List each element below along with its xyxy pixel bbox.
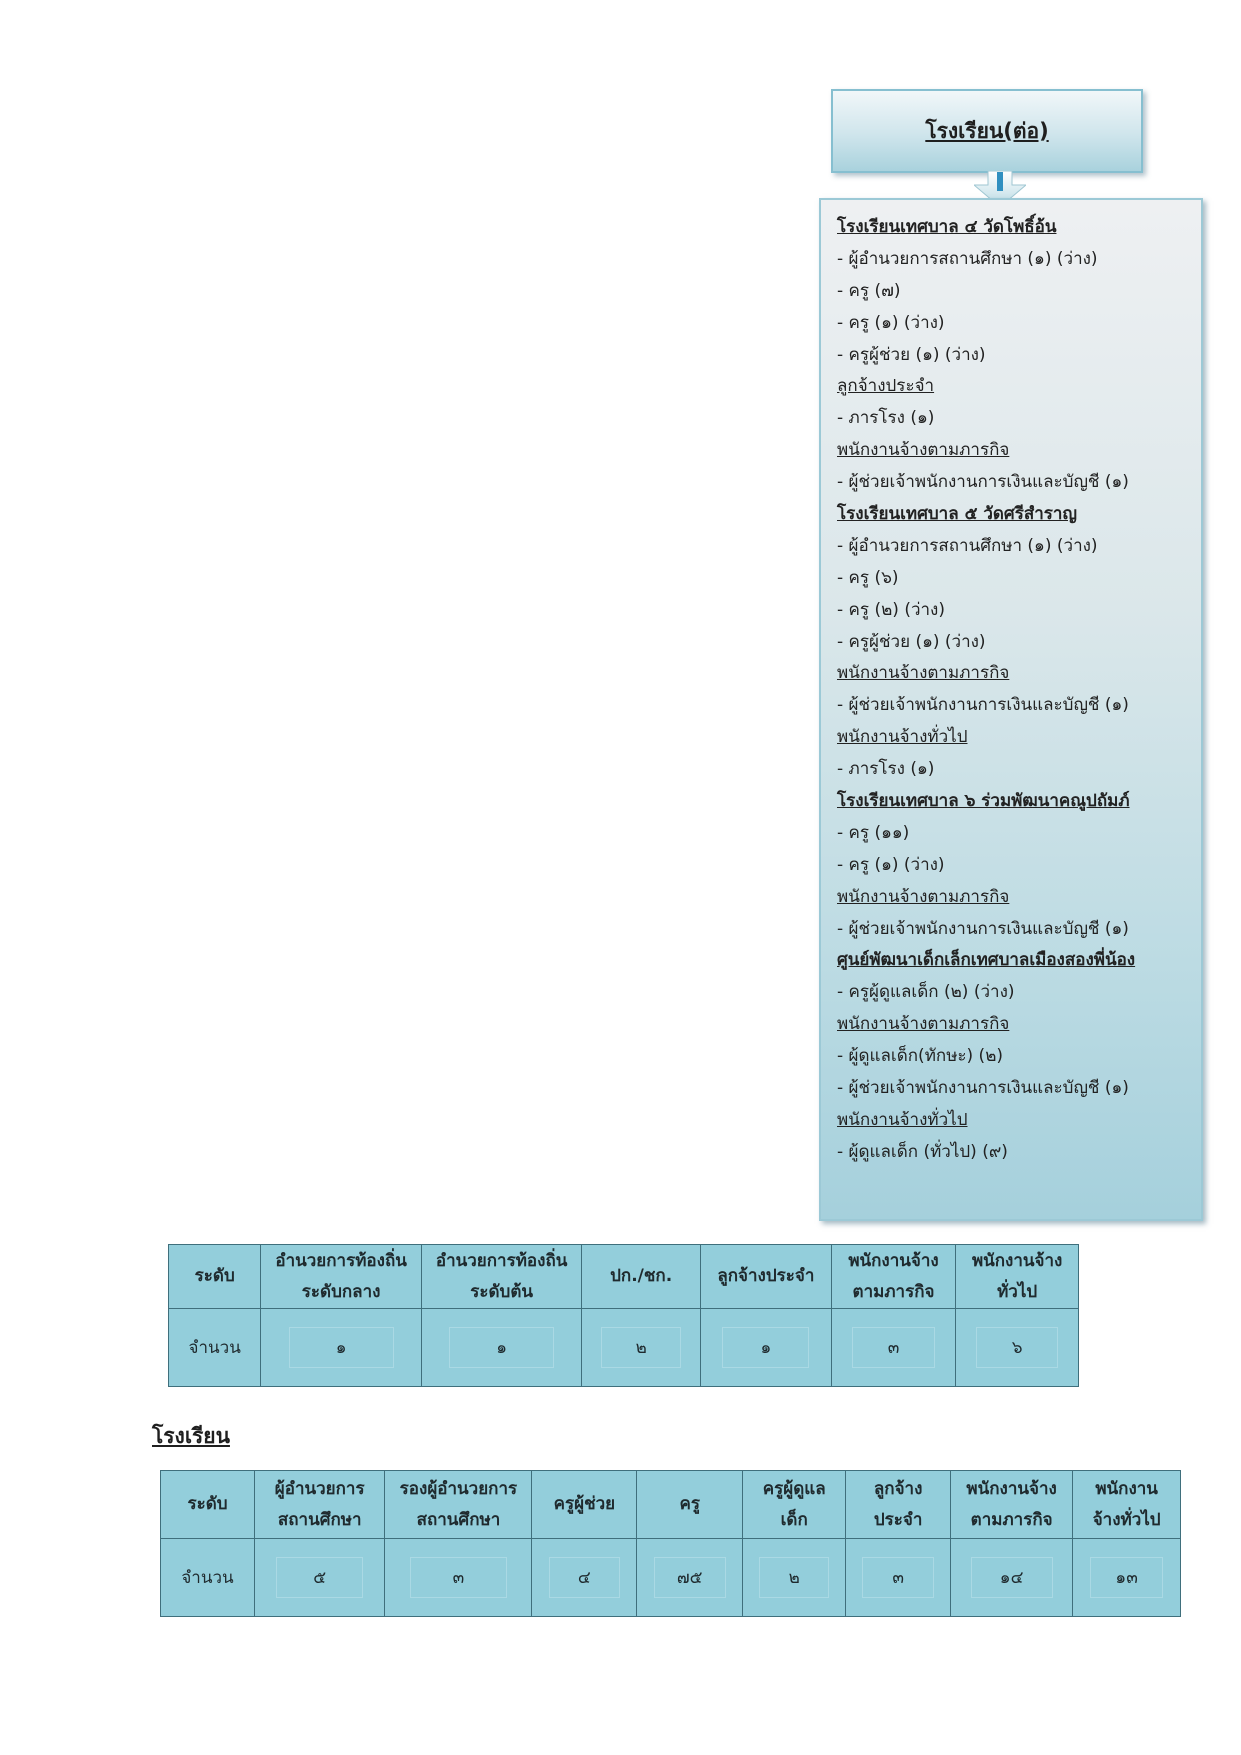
count-value: ๑๓ [1090,1557,1163,1598]
count-value: ๑ [289,1327,394,1368]
count-label: จำนวน [169,1309,261,1387]
position-item: - ครูผู้ดูแลเด็ก (๒) (ว่าง) [837,982,1015,1003]
count-value: ๑ [722,1327,809,1368]
column-header-line: ระดับต้น [470,1281,533,1302]
count-value: ๓ [862,1557,933,1598]
staff-category: พนักงานจ้างตามภารกิจ [837,440,1010,461]
column-header [254,1471,384,1539]
count-cell [261,1309,422,1387]
position-item: - ภารโรง (๑) [837,408,935,429]
section-title: โรงเรียน [152,1424,230,1448]
position-item: - ครู (๑๑) [837,822,910,843]
staff-category: พนักงานจ้างตามภารกิจ [837,663,1010,684]
column-header [846,1471,951,1539]
column-header-line: ลูกจ้างประจำ [717,1266,815,1286]
column-header [950,1471,1072,1539]
position-item: - ผู้อำนวยการสถานศึกษา (๑) (ว่าง) [837,535,1098,556]
count-cell [254,1539,384,1617]
count-value: ๓ [410,1557,507,1598]
position-item: - ครู (๑) (ว่าง) [837,312,945,333]
column-header-line: ทั่วไป [997,1281,1038,1302]
column-header [637,1471,743,1539]
count-cell [637,1539,743,1617]
staff-category: พนักงานจ้างทั่วไป [837,727,968,748]
column-header-line: ประจำ [873,1509,923,1530]
column-header [385,1471,532,1539]
column-header [421,1245,582,1309]
count-value: ๑๔ [971,1557,1053,1598]
column-header [956,1245,1079,1309]
position-item: - ครู (๖) [837,567,899,588]
position-item: - ผู้ช่วยเจ้าพนักงานการเงินและบัญชี (๑) [837,918,1129,939]
count-cell [846,1539,951,1617]
column-header-line: รองผู้อำนวยการ [399,1478,518,1499]
column-header-line: ผู้อำนวยการ [274,1478,365,1499]
column-header-line: จ้างทั่วไป [1092,1509,1161,1530]
table-row [161,1539,1181,1617]
count-cell [385,1539,532,1617]
count-cell [950,1539,1072,1617]
column-header-line: ครู [679,1494,700,1514]
column-header [831,1245,956,1309]
school-heading: โรงเรียนเทศบาล ๕ วัดศรีสำราญ [837,504,1077,525]
position-item: - ผู้อำนวยการสถานศึกษา (๑) (ว่าง) [837,248,1098,269]
table-header-row [161,1471,1181,1539]
column-header-line: อำนวยการท้องถิ่น [275,1250,407,1271]
count-value: ๒ [601,1327,681,1368]
column-header-line: ลูกจ้าง [873,1478,923,1499]
column-header [700,1245,831,1309]
count-cell [743,1539,846,1617]
count-label: จำนวน [161,1539,255,1617]
table-row [169,1309,1079,1387]
count-cell [956,1309,1079,1387]
position-item: - ครู (๑) (ว่าง) [837,854,945,875]
count-value: ๒ [759,1557,830,1598]
org-structure-box [819,198,1203,1221]
position-item: - ภารโรง (๑) [837,759,935,780]
column-header-line: เด็ก [780,1509,808,1530]
count-cell [582,1309,701,1387]
position-item: - ครู (๒) (ว่าง) [837,599,945,620]
school-heading: โรงเรียนเทศบาล ๔ วัดโพธิ์อ้น [837,217,1057,237]
column-header-line: ปก./ชก. [610,1266,673,1286]
school-staff-table [160,1470,1181,1617]
column-header-line: อำนวยการท้องถิ่น [435,1250,568,1271]
column-header [261,1245,422,1309]
position-item: - ผู้ดูแลเด็ก (ทั่วไป) (๙) [837,1141,1008,1162]
level-header: ระดับ [161,1471,255,1539]
column-header-line: ตามภารกิจ [852,1281,935,1302]
count-cell [532,1539,637,1617]
count-value: ๗๕ [654,1557,726,1598]
school-heading: ศูนย์พัฒนาเด็กเล็กเทศบาลเมืองสองพี่น้อง [837,950,1136,971]
column-header [1073,1471,1181,1539]
count-cell [421,1309,582,1387]
position-item: - ผู้ช่วยเจ้าพนักงานการเงินและบัญชี (๑) [837,1078,1129,1099]
staff-category: ลูกจ้างประจำ [837,376,935,397]
staff-category: พนักงานจ้างตามภารกิจ [837,1014,1010,1035]
column-header-line: ครูผู้ช่วย [553,1494,616,1514]
position-item: - ผู้ช่วยเจ้าพนักงานการเงินและบัญชี (๑) [837,695,1129,716]
count-value: ๕ [276,1557,363,1598]
count-cell [831,1309,956,1387]
column-header-line: พนักงานจ้าง [848,1250,939,1271]
column-header-line: สถานศึกษา [416,1509,501,1530]
column-header-line: พนักงานจ้าง [966,1478,1057,1499]
level-header: ระดับ [169,1245,261,1309]
column-header-line: พนักงานจ้าง [971,1250,1063,1271]
count-value: ๑ [449,1327,554,1368]
table-header-row [169,1245,1079,1309]
org-header-box [831,89,1143,173]
count-cell [1073,1539,1181,1617]
staff-category: พนักงานจ้างทั่วไป [837,1109,968,1130]
column-header [532,1471,637,1539]
count-value: ๔ [549,1557,621,1598]
column-header-line: พนักงาน [1095,1478,1158,1499]
position-item: - ผู้ดูแลเด็ก(ทักษะ) (๒) [837,1046,1004,1067]
column-header [743,1471,846,1539]
count-value: ๖ [976,1327,1058,1368]
position-item: - ผู้ช่วยเจ้าพนักงานการเงินและบัญชี (๑) [837,472,1129,493]
school-heading: โรงเรียนเทศบาล ๖ ร่วมพัฒนาคณูปถัมภ์ [837,791,1130,812]
column-header-line: ตามภารกิจ [970,1509,1053,1530]
count-cell [700,1309,831,1387]
staff-category: พนักงานจ้างตามภารกิจ [837,886,1010,907]
position-item: - ครูผู้ช่วย (๑) (ว่าง) [837,344,986,365]
column-header [582,1245,701,1309]
org-line-list [837,212,1191,1169]
count-value: ๓ [852,1327,935,1368]
org-header-title: โรงเรียน(ต่อ) [925,118,1049,143]
column-header-line: ครูผู้ดูแล [762,1478,826,1499]
column-header-line: สถานศึกษา [277,1509,362,1530]
position-item: - ครูผู้ช่วย (๑) (ว่าง) [837,631,986,652]
position-item: - ครู (๗) [837,280,901,301]
column-header-line: ระดับกลาง [301,1281,381,1302]
staff-summary-table [168,1244,1079,1387]
